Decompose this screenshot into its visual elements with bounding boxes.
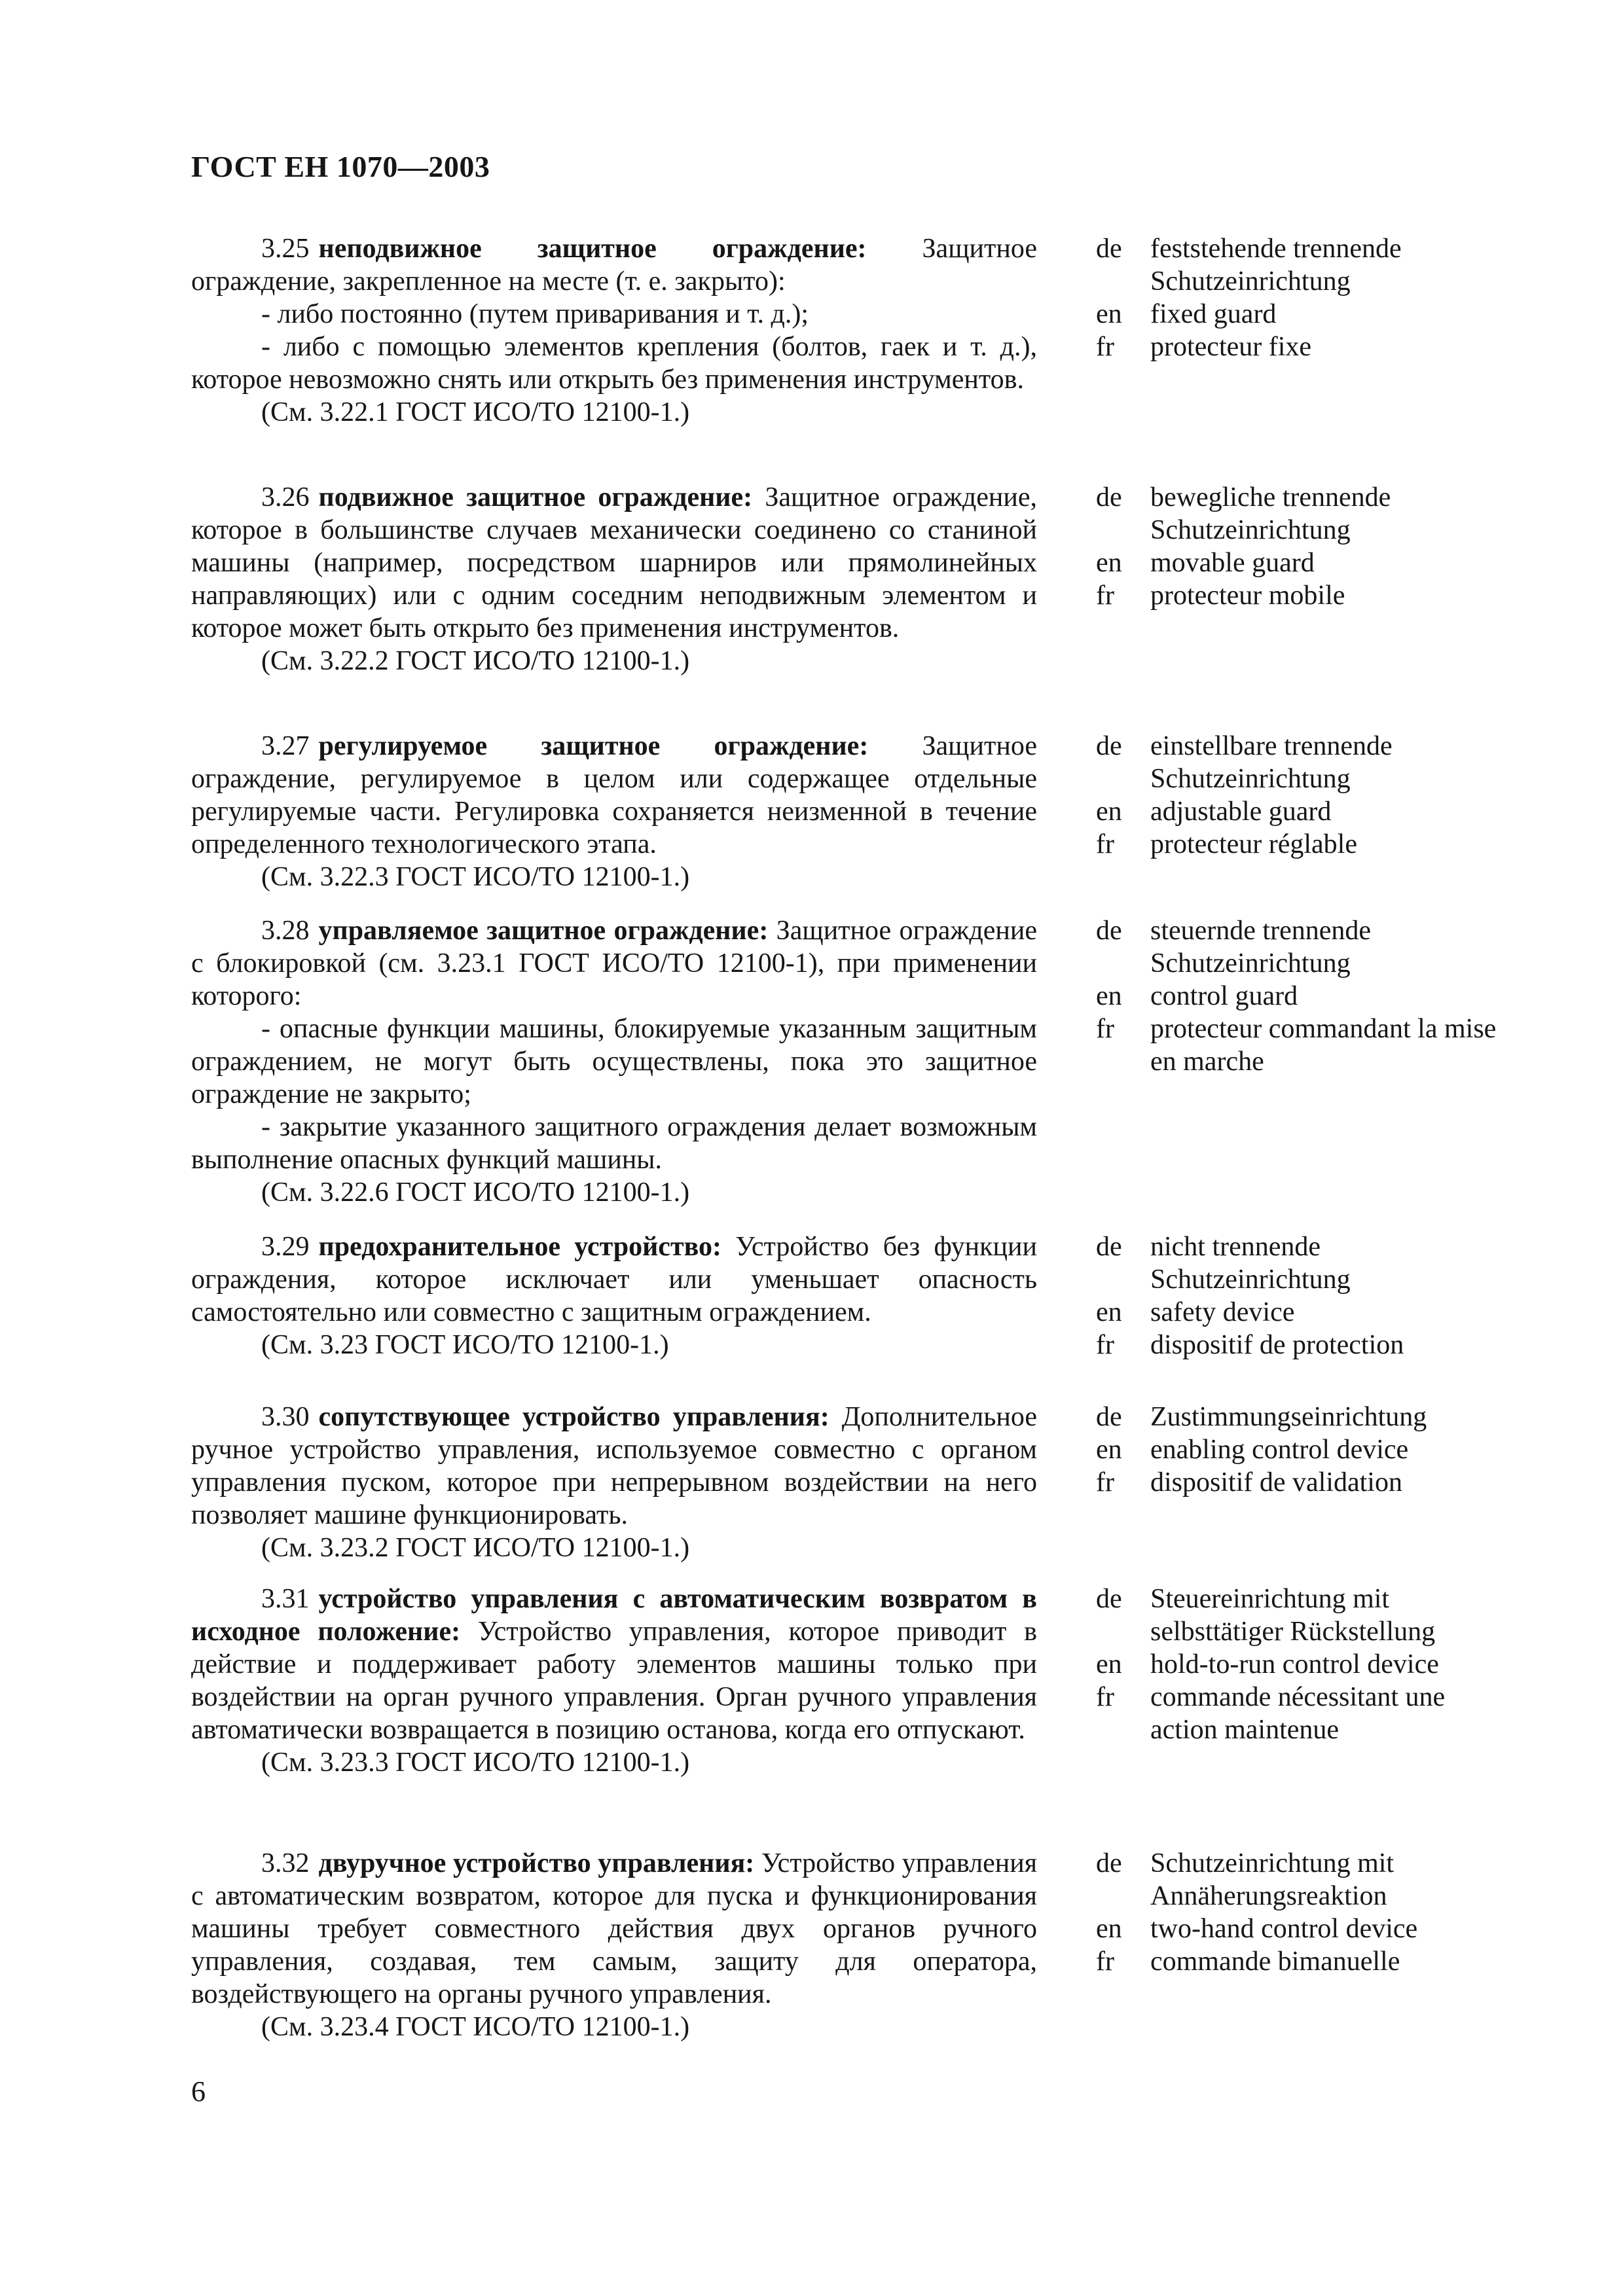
term-de: Zustimmungseinrichtung <box>1150 1402 1427 1432</box>
term-en: safety device <box>1150 1297 1295 1327</box>
entry-number: 3.29 <box>261 1232 310 1262</box>
term-de: bewegliche trennende Schutzeinrichtung <box>1150 482 1391 545</box>
russian-definition <box>191 481 1037 677</box>
entry-definition: Дополнительное ручное устройство управления, используемое совместно с органом управления пуском, которое при непрерывном воздействии на него позволяет машине функционировать. <box>191 1402 1038 1530</box>
entry-term: подвижное защитное ограждение: <box>318 482 753 512</box>
entry-list-item: - закрытие указанного защитного ограждения делает возможным выполнение опасных функций машины. <box>191 1112 1037 1175</box>
term-en: enabling control device <box>1150 1435 1409 1465</box>
page-header-title: ГОСТ ЕН 1070—2003 <box>191 150 490 183</box>
term-en: hold-to-run control device <box>1150 1649 1439 1679</box>
entry-number: 3.26 <box>261 482 310 512</box>
page-number: 6 <box>191 2075 206 2108</box>
lang-code-de: de <box>1096 1584 1122 1614</box>
term-fr: protecteur réglable <box>1150 829 1357 859</box>
term-de: feststehende trennende Schutzeinrichtung <box>1150 234 1402 296</box>
translations <box>1096 914 1515 1078</box>
lang-code-en: en <box>1096 1914 1122 1944</box>
translations <box>1096 1230 1515 1361</box>
term-de: einstellbare trennende Schutzeinrichtung <box>1150 731 1393 794</box>
entry-number: 3.27 <box>261 731 310 761</box>
lang-code-en: en <box>1096 548 1122 578</box>
lang-code-fr: fr <box>1096 332 1114 362</box>
translations <box>1096 1401 1515 1499</box>
term-en: control guard <box>1150 981 1298 1011</box>
entry-reference: (См. 3.23.3 ГОСТ ИСО/ТО 12100-1.) <box>261 1748 690 1778</box>
entry-reference: (См. 3.22.1 ГОСТ ИСО/ТО 12100-1.) <box>261 397 690 427</box>
lang-code-de: de <box>1096 234 1122 264</box>
term-en: fixed guard <box>1150 299 1277 329</box>
lang-code-fr: fr <box>1096 829 1114 859</box>
lang-code-de: de <box>1096 1848 1122 1878</box>
lang-code-en: en <box>1096 299 1122 329</box>
lang-code-en: en <box>1096 981 1122 1011</box>
entry-list-item: - либо постоянно (путем приваривания и т. д.); <box>261 299 809 329</box>
russian-definition <box>191 1230 1037 1361</box>
entry-reference: (См. 3.22.2 ГОСТ ИСО/ТО 12100-1.) <box>261 646 690 676</box>
entry-list-item: - либо с помощью элементов крепления (болтов, гаек и т. д.), которое невозможно снять или открыть без применения инструментов. <box>191 332 1037 395</box>
entry-reference: (См. 3.22.3 ГОСТ ИСО/ТО 12100-1.) <box>261 862 690 892</box>
russian-definition <box>191 730 1037 893</box>
translations <box>1096 1583 1515 1746</box>
term-de: steuernde trennende Schutzeinrichtung <box>1150 916 1372 978</box>
entry-reference: (См. 3.23.2 ГОСТ ИСО/ТО 12100-1.) <box>261 1533 690 1563</box>
term-fr: commande nécessitant une action maintenue <box>1150 1682 1446 1745</box>
entry-definition: Защитное ограждение с блокировкой (см. 3.23.1 ГОСТ ИСО/ТО 12100-1), при применении которого: <box>191 916 1037 1011</box>
term-fr: protecteur fixe <box>1150 332 1312 362</box>
translations <box>1096 481 1515 612</box>
lang-code-en: en <box>1096 1435 1122 1465</box>
lang-code-de: de <box>1096 482 1122 512</box>
entry-term: неподвижное защитное ограждение: <box>318 234 867 264</box>
entry-term: предохранительное устройство: <box>318 1232 721 1262</box>
russian-definition <box>191 1583 1037 1779</box>
entry-number: 3.31 <box>261 1584 310 1614</box>
entry-definition: Защитное ограждение, регулируемое в целом или содержащее отдельные регулируемые части. Регулировка сохраняется неизменной в течение определенного технологического этапа. <box>191 731 1037 859</box>
entry-number: 3.25 <box>261 234 310 264</box>
term-en: adjustable guard <box>1150 797 1332 827</box>
term-de: Schutzeinrichtung mit Annäherungsreaktion <box>1150 1848 1395 1911</box>
entry-term: управляемое защитное ограждение: <box>318 916 769 946</box>
term-en: movable guard <box>1150 548 1315 578</box>
entry-reference: (См. 3.23 ГОСТ ИСО/ТО 12100-1.) <box>261 1330 669 1360</box>
entry-definition: Устройство управления, которое приводит в действие и поддерживает работу элементов машины только при воздействии на орган ручного управления. Орган ручного управления автоматически возвращается в позицию останова, когда его отпускают. <box>191 1617 1038 1745</box>
entry-number: 3.30 <box>261 1402 310 1432</box>
entry-list-item: - опасные функции машины, блокируемые указанным защитным ограждением, не могут быть осуществлены, пока это защитное ограждение не закрыто; <box>191 1014 1037 1109</box>
term-de: nicht trennende Schutzeinrichtung <box>1150 1232 1351 1295</box>
lang-code-fr: fr <box>1096 1467 1114 1498</box>
lang-code-fr: fr <box>1096 1014 1114 1044</box>
lang-code-en: en <box>1096 1297 1122 1327</box>
translations <box>1096 1847 1515 1978</box>
entry-term: устройство управления с автоматическим возвратом в исходное положение: <box>191 1584 1037 1647</box>
russian-definition <box>191 1401 1037 1564</box>
lang-code-fr: fr <box>1096 1682 1114 1712</box>
lang-code-fr: fr <box>1096 581 1114 611</box>
entry-number: 3.32 <box>261 1848 310 1878</box>
entry-term: сопутствующее устройство управления: <box>318 1402 830 1432</box>
russian-definition <box>191 1847 1037 2043</box>
lang-code-de: de <box>1096 1402 1122 1432</box>
lang-code-de: de <box>1096 916 1122 946</box>
lang-code-en: en <box>1096 1649 1122 1679</box>
lang-code-de: de <box>1096 731 1122 761</box>
lang-code-fr: fr <box>1096 1946 1114 1977</box>
lang-code-en: en <box>1096 797 1122 827</box>
entry-reference: (См. 3.22.6 ГОСТ ИСО/ТО 12100-1.) <box>261 1177 690 1208</box>
entry-reference: (См. 3.23.4 ГОСТ ИСО/ТО 12100-1.) <box>261 2012 690 2042</box>
term-fr: commande bimanuelle <box>1150 1946 1400 1977</box>
entry-definition: Устройство без функции ограждения, которое исключает или уменьшает опасность самостоятельно или совместно с защитным ограждением. <box>191 1232 1037 1327</box>
russian-definition <box>191 914 1037 1209</box>
term-de: Steuereinrichtung mit selbsttätiger Rückstellung <box>1150 1584 1436 1647</box>
term-fr: protecteur mobile <box>1150 581 1345 611</box>
translations <box>1096 730 1515 861</box>
translations <box>1096 232 1515 363</box>
term-fr: dispositif de protection <box>1150 1330 1404 1360</box>
term-en: two-hand control device <box>1150 1914 1418 1944</box>
lang-code-de: de <box>1096 1232 1122 1262</box>
term-fr: dispositif de validation <box>1150 1467 1402 1498</box>
entry-definition: Защитное ограждение, закрепленное на месте (т. е. закрыто): <box>191 234 1038 296</box>
lang-code-fr: fr <box>1096 1330 1114 1360</box>
entry-definition: Устройство управления с автоматическим возвратом, которое для пуска и функционирования машины требует совместного действия двух органов ручного управления, создавая, тем самым, защиту для оператора, воздействующего на органы ручного управления. <box>191 1848 1038 2009</box>
entry-term: регулируемое защитное ограждение: <box>318 731 869 761</box>
entry-number: 3.28 <box>261 916 310 946</box>
term-fr: protecteur commandant la mise en marche <box>1150 1014 1497 1077</box>
entry-definition: Защитное ограждение, которое в большинстве случаев механически соединено со станиной машины (например, посредством шарниров или прямолинейных направляющих) или с одним соседним неподвижным элементом и которое может быть открыто без применения инструментов. <box>191 482 1038 643</box>
entry-term: двуручное устройство управления: <box>318 1848 755 1878</box>
russian-definition <box>191 232 1037 429</box>
